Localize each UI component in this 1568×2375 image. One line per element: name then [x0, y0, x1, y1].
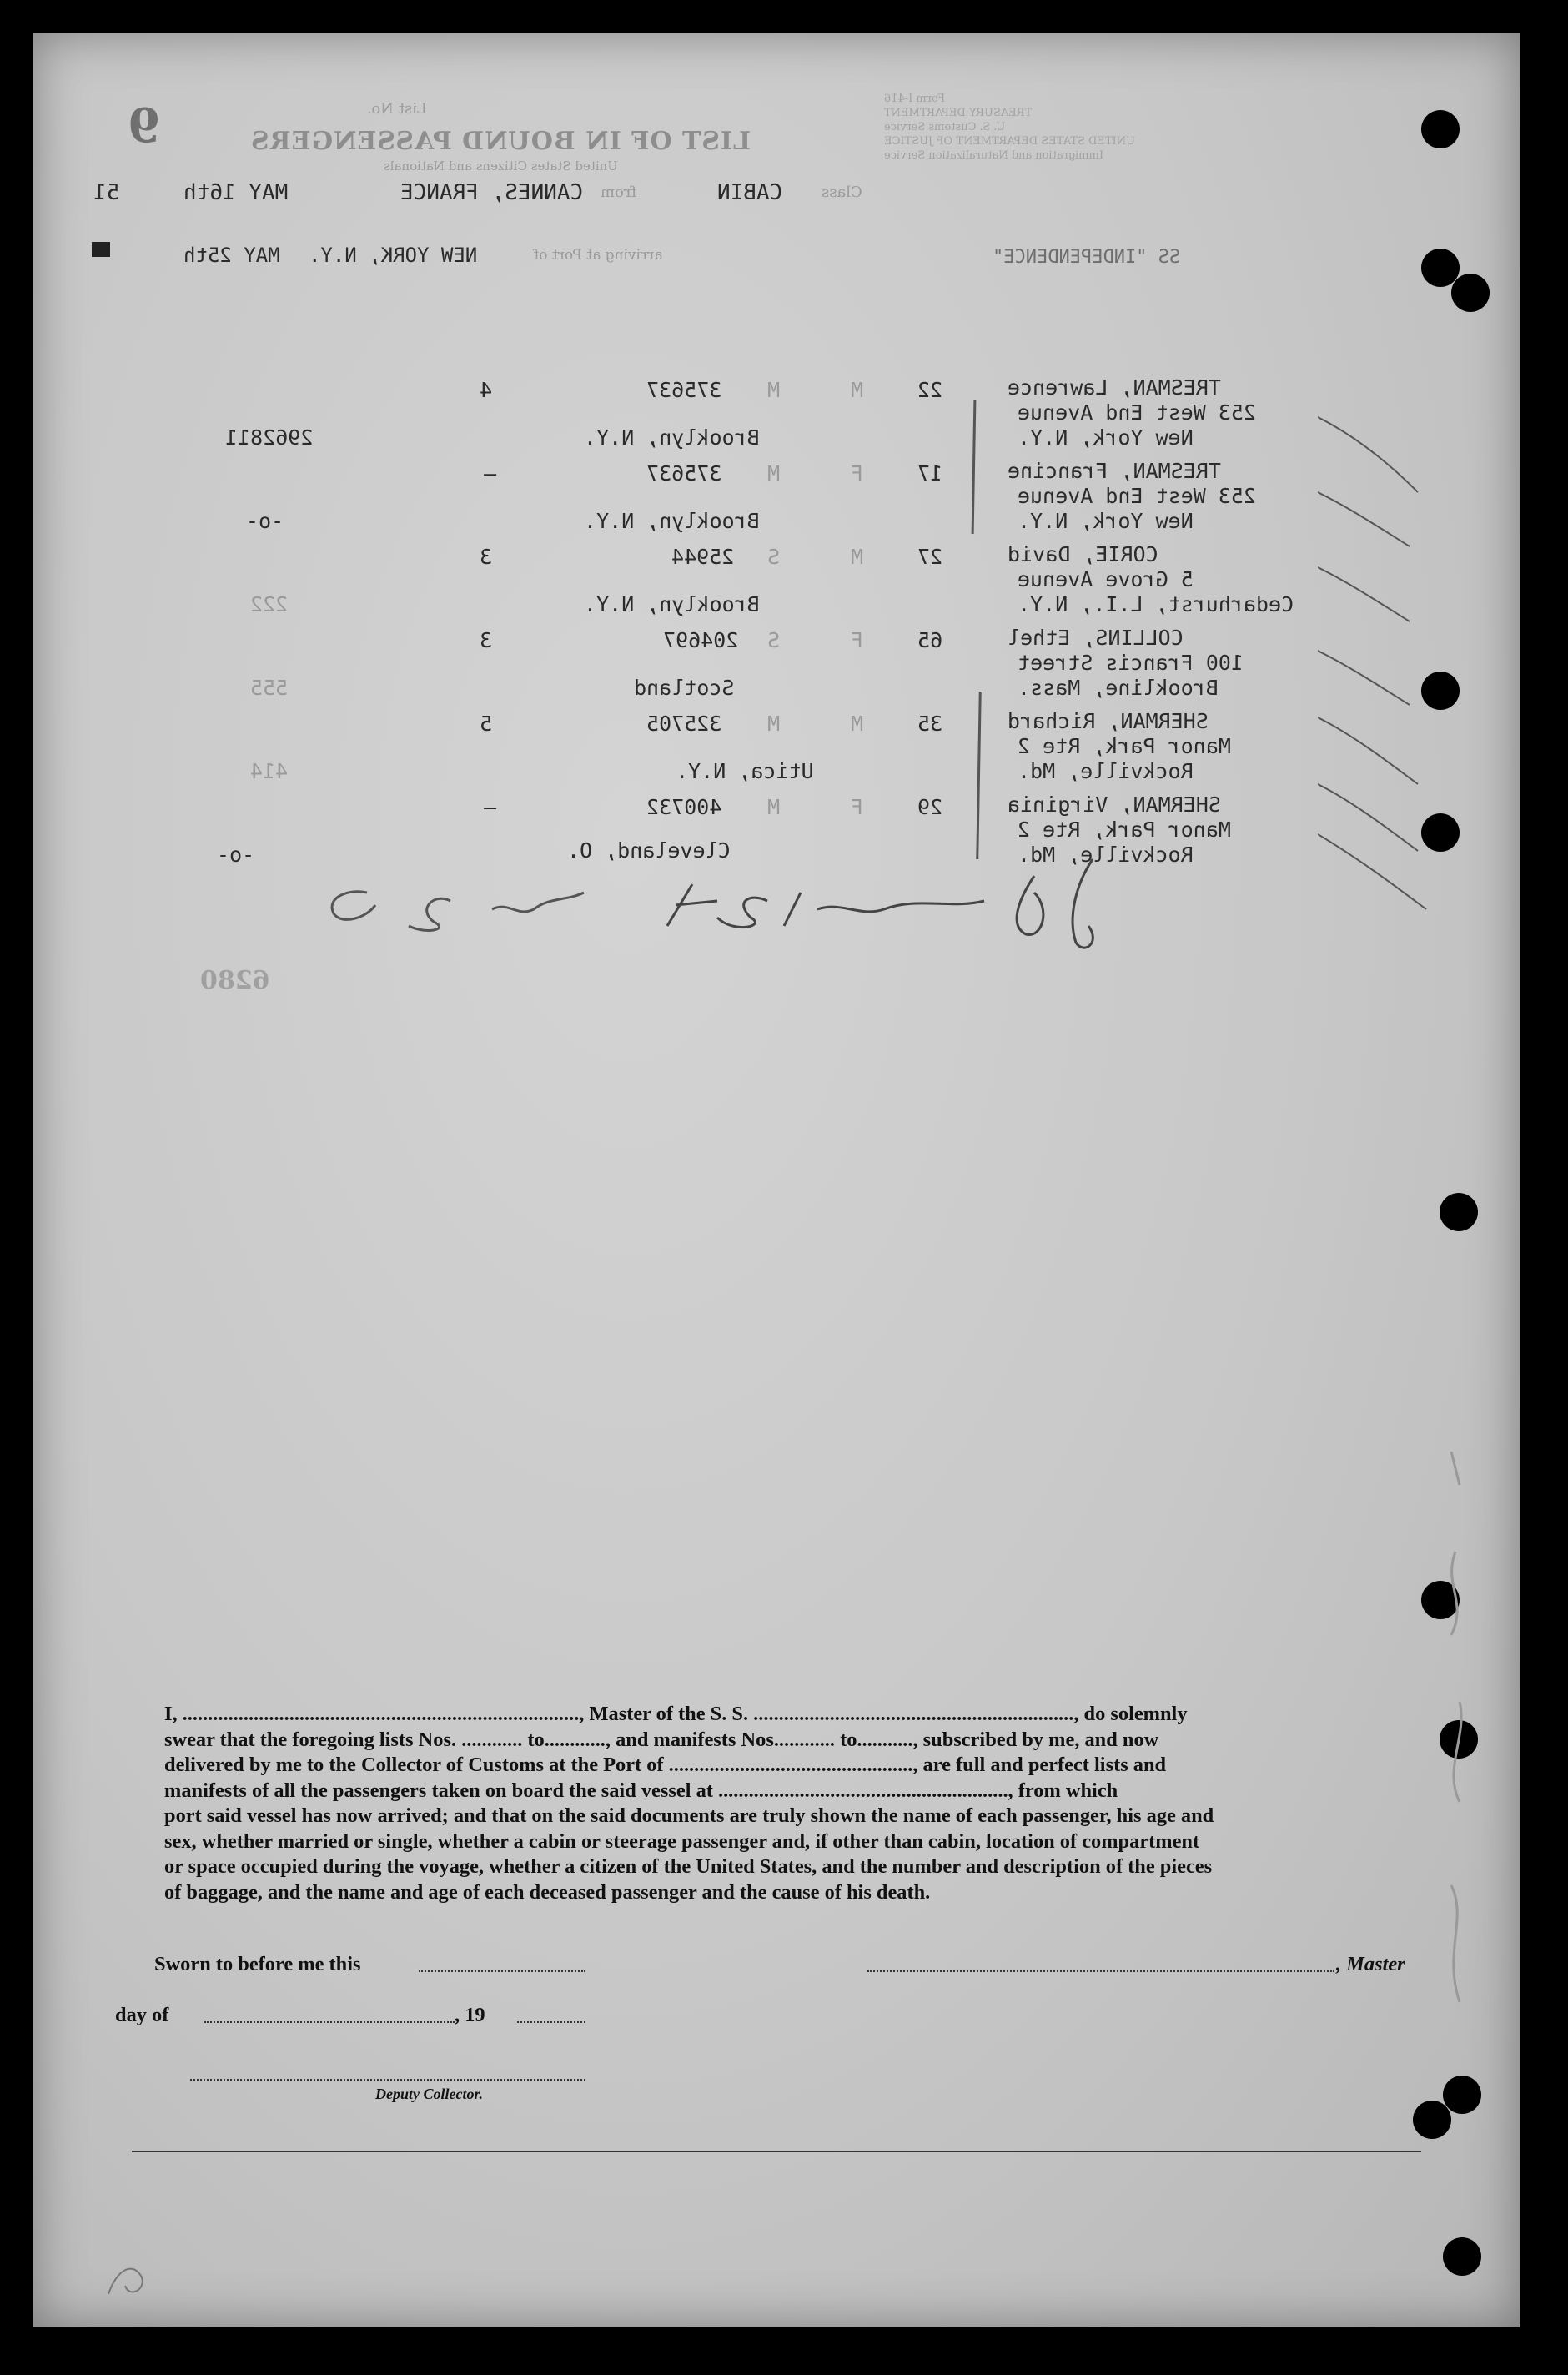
passenger-passport: 375637 [646, 461, 722, 486]
passenger-age: 29 [917, 795, 943, 819]
passenger-address: 5 Grove Avenue [1018, 567, 1194, 591]
list-no-label: List No. [367, 100, 427, 118]
year-line [517, 2021, 585, 2023]
oath-line: or space occupied during the voyage, whether a citizen of the United States, and the number and description of the pieces [164, 1855, 1213, 1878]
master-label: , Master [1336, 1953, 1405, 1975]
passenger-sex: M [851, 712, 864, 736]
passenger-passport: 25944 [671, 545, 735, 569]
oath-line: delivered by me to the Collector of Customs at the Port of ................................................, are full and perfect lists and [164, 1754, 1167, 1776]
passenger-bags: 3 [480, 545, 493, 569]
passenger-birthplace: Scotland [634, 676, 735, 700]
stamp-number: 6280 [200, 966, 270, 995]
passenger-bags: 3 [480, 628, 493, 652]
passenger-marital: S [767, 628, 781, 652]
passenger-age: 27 [917, 545, 943, 569]
passenger-note: 222 [250, 592, 289, 616]
day-of-label: day of [115, 2004, 169, 2026]
passenger-note: 2962811 [225, 425, 314, 450]
vessel-name: SS "INDEPENDENCE" [993, 247, 1181, 268]
sailing-date: MAY 16th [183, 180, 289, 205]
check-marks [1318, 400, 1435, 918]
margin-marks [1435, 1452, 1485, 2035]
passenger-address: 253 West End Avenue [1018, 400, 1256, 425]
port-value: NEW YORK, N.Y. [309, 244, 478, 267]
passenger-name: TRESMAN, Francine [1008, 459, 1221, 483]
passenger-bags: — [484, 795, 497, 819]
oath-line: of baggage, and the name and age of each deceased passenger and the cause of his death. [164, 1880, 931, 1904]
passenger-marital: S [767, 545, 781, 569]
year: 51 [93, 180, 120, 205]
passenger-address: Rockville, Md. [1018, 843, 1194, 867]
passenger-name: SHERMAN, Richard [1008, 709, 1209, 733]
passenger-address: Cedarhurst, L.I., N.Y. [1018, 592, 1294, 616]
passenger-address: New York, N.Y. [1018, 425, 1194, 450]
passenger-age: 17 [917, 461, 943, 486]
oath-line: swear that the foregoing lists Nos. ............ to............, and manifests Nos............ to..........., subscribed by me, and now [164, 1728, 1159, 1751]
passenger-marital: M [767, 712, 781, 736]
passenger-address: New York, N.Y. [1018, 509, 1194, 533]
passenger-bags: — [484, 461, 497, 486]
passenger-age: 22 [917, 378, 943, 402]
passenger-birthplace: Utica, N.Y. [676, 759, 814, 783]
year-prefix: , 19 [455, 2004, 485, 2026]
day-of-line [204, 2021, 455, 2023]
passenger-bags: 5 [480, 712, 493, 736]
passenger-marital: M [767, 378, 781, 402]
oath-line: sex, whether married or single, whether a cabin or steerage passenger and, if other than cabin, location of compartment [164, 1829, 1200, 1853]
passenger-birthplace: Brooklyn, N.Y. [584, 592, 760, 616]
port-label: arriving at Port of [534, 247, 663, 264]
passenger-name: TRESMAN, Lawrence [1008, 375, 1221, 400]
passenger-address: Manor Park, Rte 2 [1018, 818, 1231, 842]
oath-paragraph [164, 1702, 1420, 1905]
arrival-date: MAY 25th [183, 244, 280, 267]
column-divider [976, 692, 981, 859]
passenger-passport: 204697 [663, 628, 739, 652]
passenger-name: SHERMAN, Virginia [1008, 793, 1221, 817]
sworn-label: Sworn to before me this [154, 1953, 361, 1975]
sworn-date-line [419, 1970, 585, 1972]
manifest-sheet [33, 33, 1520, 2327]
passenger-note: 414 [250, 759, 289, 783]
passenger-sex: F [851, 628, 864, 652]
passenger-passport: 325705 [646, 712, 722, 736]
passenger-name: CORIE, David [1008, 542, 1158, 566]
passenger-birthplace: Brooklyn, N.Y. [584, 509, 760, 533]
page-number: 9 [127, 98, 160, 153]
passenger-passport: 375637 [646, 378, 722, 402]
passenger-age: 35 [917, 712, 943, 736]
passenger-sex: F [851, 795, 864, 819]
top-right-form-lines: Form I-416 TREASURY DEPARTMENT U. S. Customs Service UNITED STATES DEPARTMENT OF JUSTICE Immigration and Naturalization Service [884, 93, 1136, 162]
class-label: Class [822, 184, 862, 201]
handwritten-signature [300, 851, 1101, 959]
passenger-address: Brookline, Mass. [1018, 676, 1219, 700]
margin-marks [100, 2252, 167, 2302]
passenger-bags: 4 [480, 378, 493, 402]
from-value: CANNES, FRANCE [400, 180, 584, 205]
passenger-passport: 400732 [646, 795, 722, 819]
passenger-name: COLLINS, Ethel [1008, 626, 1184, 650]
passenger-note: -o- [246, 509, 284, 533]
passenger-birthplace: Cleveland, O. [567, 838, 731, 863]
from-label: from [601, 184, 637, 201]
deputy-signature-line [190, 2079, 585, 2081]
passenger-note: -o- [217, 843, 255, 867]
oath-line: manifests of all the passengers taken on board the said vessel at ........................................................., from which [164, 1779, 1118, 1802]
passenger-table [33, 33, 1520, 2327]
passenger-address: 253 West End Avenue [1018, 484, 1256, 508]
passenger-age: 65 [917, 628, 943, 652]
list-title: LIST OF IN BOUND PASSENGERS [250, 127, 751, 156]
oath-line: I, .............................................................................., Master of the S. S. ..............................................................., do solemnly [164, 1703, 1188, 1725]
column-divider [972, 400, 977, 534]
bottom-rule [132, 2151, 1421, 2152]
passenger-address: Rockville, Md. [1018, 759, 1194, 783]
passenger-birthplace: Brooklyn, N.Y. [584, 425, 760, 450]
oath-line: port said vessel has now arrived; and that on the said documents are truly shown the name of each passenger, his age and [164, 1804, 1214, 1827]
passenger-marital: M [767, 795, 781, 819]
passenger-note: 555 [250, 676, 289, 700]
passenger-sex: F [851, 461, 864, 486]
list-subtitle: United States Citizens and Nationals [384, 159, 618, 174]
passenger-sex: M [851, 378, 864, 402]
passenger-address: 100 Francis Street [1018, 651, 1244, 675]
passenger-marital: M [767, 461, 781, 486]
class-value: CABIN [717, 180, 783, 205]
master-signature-line [867, 1970, 1334, 1972]
passenger-address: Manor Park, Rte 2 [1018, 734, 1231, 758]
deputy-label: Deputy Collector. [375, 2086, 483, 2102]
passenger-sex: M [851, 545, 864, 569]
